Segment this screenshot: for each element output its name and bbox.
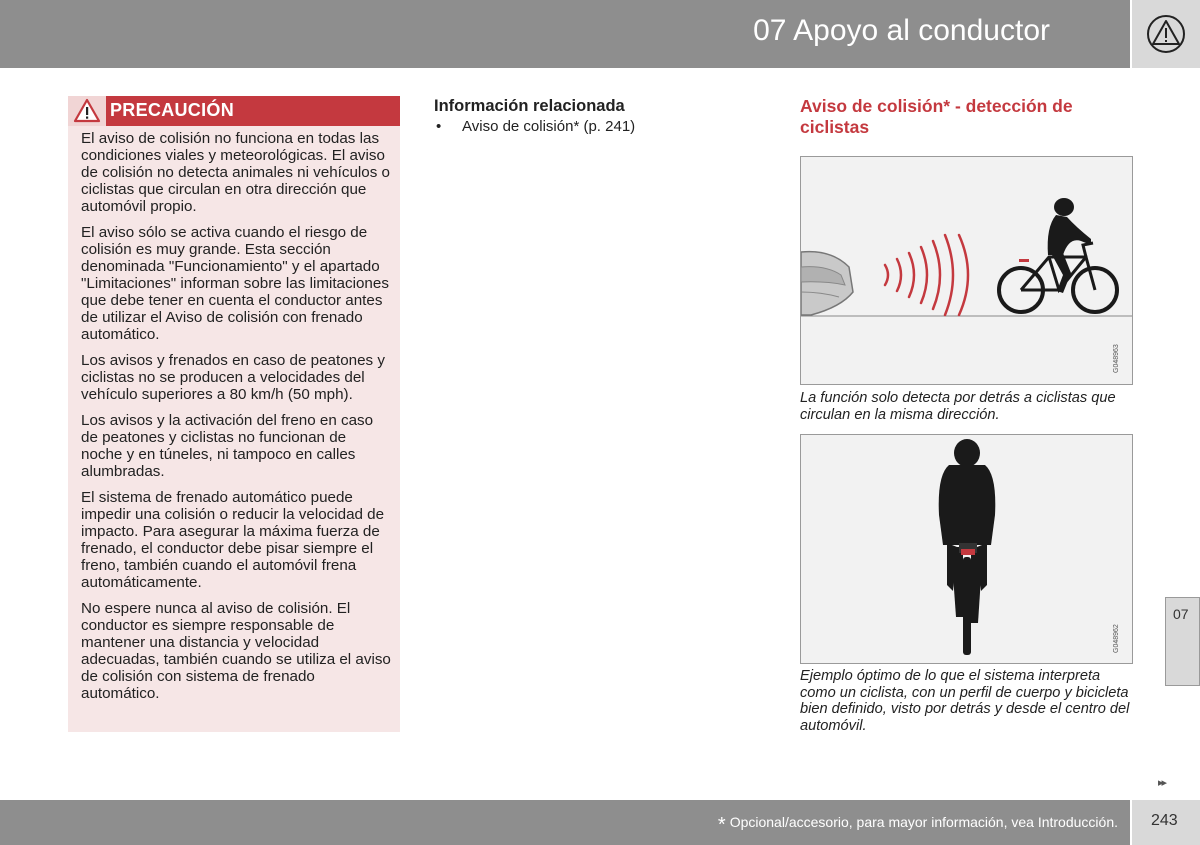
footer-note <box>718 814 1118 837</box>
warning-paragraph: El aviso de colisión no funciona en todas las condiciones viales y meteorológicas. El aviso de colisión no detecta animales ni vehículos o ciclistas que circulan en otra dirección que automóvil propio. <box>81 130 391 215</box>
warning-header <box>68 96 400 126</box>
bullet: • <box>436 118 442 135</box>
figure-side-view <box>800 156 1133 385</box>
warning-paragraph: El aviso sólo se activa cuando el riesgo de colisión es muy grande. Esta sección denominada "Funcionamiento" y el apartado "Limitaciones" informan sobre las limitaciones que debe tener en cuenta el conductor antes de utilizar el Aviso de colisión con frenado automático. <box>81 224 389 343</box>
footnote-star: * <box>717 814 726 836</box>
figure-rear-view <box>800 434 1133 664</box>
warning-paragraph: Los avisos y la activación del freno en caso de peatones y ciclistas no funcionan de noche y en túneles, ni tampoco en calles alumbradas. <box>81 412 374 480</box>
related-info-title: Información relacionada <box>434 97 625 115</box>
chapter-title: 07 Apoyo al conductor <box>753 14 1050 47</box>
figure-code: G048963 <box>1113 344 1120 373</box>
warning-paragraph: Los avisos y frenados en caso de peatones y ciclistas no se producen a velocidades del vehículo superiores a 80 km/h (50 mph). <box>81 352 385 403</box>
chapter-icon-box <box>1132 0 1200 68</box>
warning-box <box>68 96 400 732</box>
figure-code: G048962 <box>1113 624 1120 653</box>
header-bar <box>0 0 1130 68</box>
warning-body <box>81 130 391 711</box>
related-info-link[interactable] <box>436 118 635 135</box>
warning-paragraph: No espere nunca al aviso de colisión. El conductor es siempre responsable de mantener una distancia y velocidad adecuadas, también cuando se utiliza el aviso de colisión con sistema de frenado automático. <box>81 600 391 702</box>
chapter-side-tab[interactable] <box>1165 597 1200 686</box>
figure-caption: La función solo detecta por detrás a ciclistas que circulan en la misma dirección. <box>800 390 1116 423</box>
warning-icon-box <box>68 96 106 126</box>
warning-triangle-circle-icon <box>1146 14 1186 54</box>
figure-caption: Ejemplo óptimo de lo que el sistema interpreta como un ciclista, con un perfil de cuerpo y bicicleta bien definido, visto por detrás y desde el centro del automóvil. <box>800 668 1130 734</box>
footer-bar <box>0 800 1130 845</box>
footnote-text: Opcional/accesorio, para mayor información, vea Introducción. <box>729 814 1118 830</box>
cyclist-side-view-illustration <box>801 157 1132 384</box>
cyclist-rear-view-illustration <box>801 435 1132 663</box>
warning-triangle-icon <box>73 98 101 124</box>
warning-paragraph: El sistema de frenado automático puede impedir una colisión o reducir la velocidad de impacto. Para asegurar la máxima fuerza de frenado, el conductor debe pisar siempre el freno, también cuando el automóvil frena automáticamente. <box>81 489 385 591</box>
chapter-side-tab-label: 07 <box>1173 606 1189 622</box>
next-page-arrow-icon: ▸▸ <box>1158 777 1166 789</box>
warning-title: PRECAUCIÓN <box>110 100 235 120</box>
page-number: 243 <box>1151 812 1178 829</box>
related-info-link-text[interactable]: Aviso de colisión* (p. 241) <box>462 118 636 135</box>
section-title: Aviso de colisión* - detección de ciclistas <box>800 96 1073 137</box>
page-number-box <box>1132 800 1200 845</box>
